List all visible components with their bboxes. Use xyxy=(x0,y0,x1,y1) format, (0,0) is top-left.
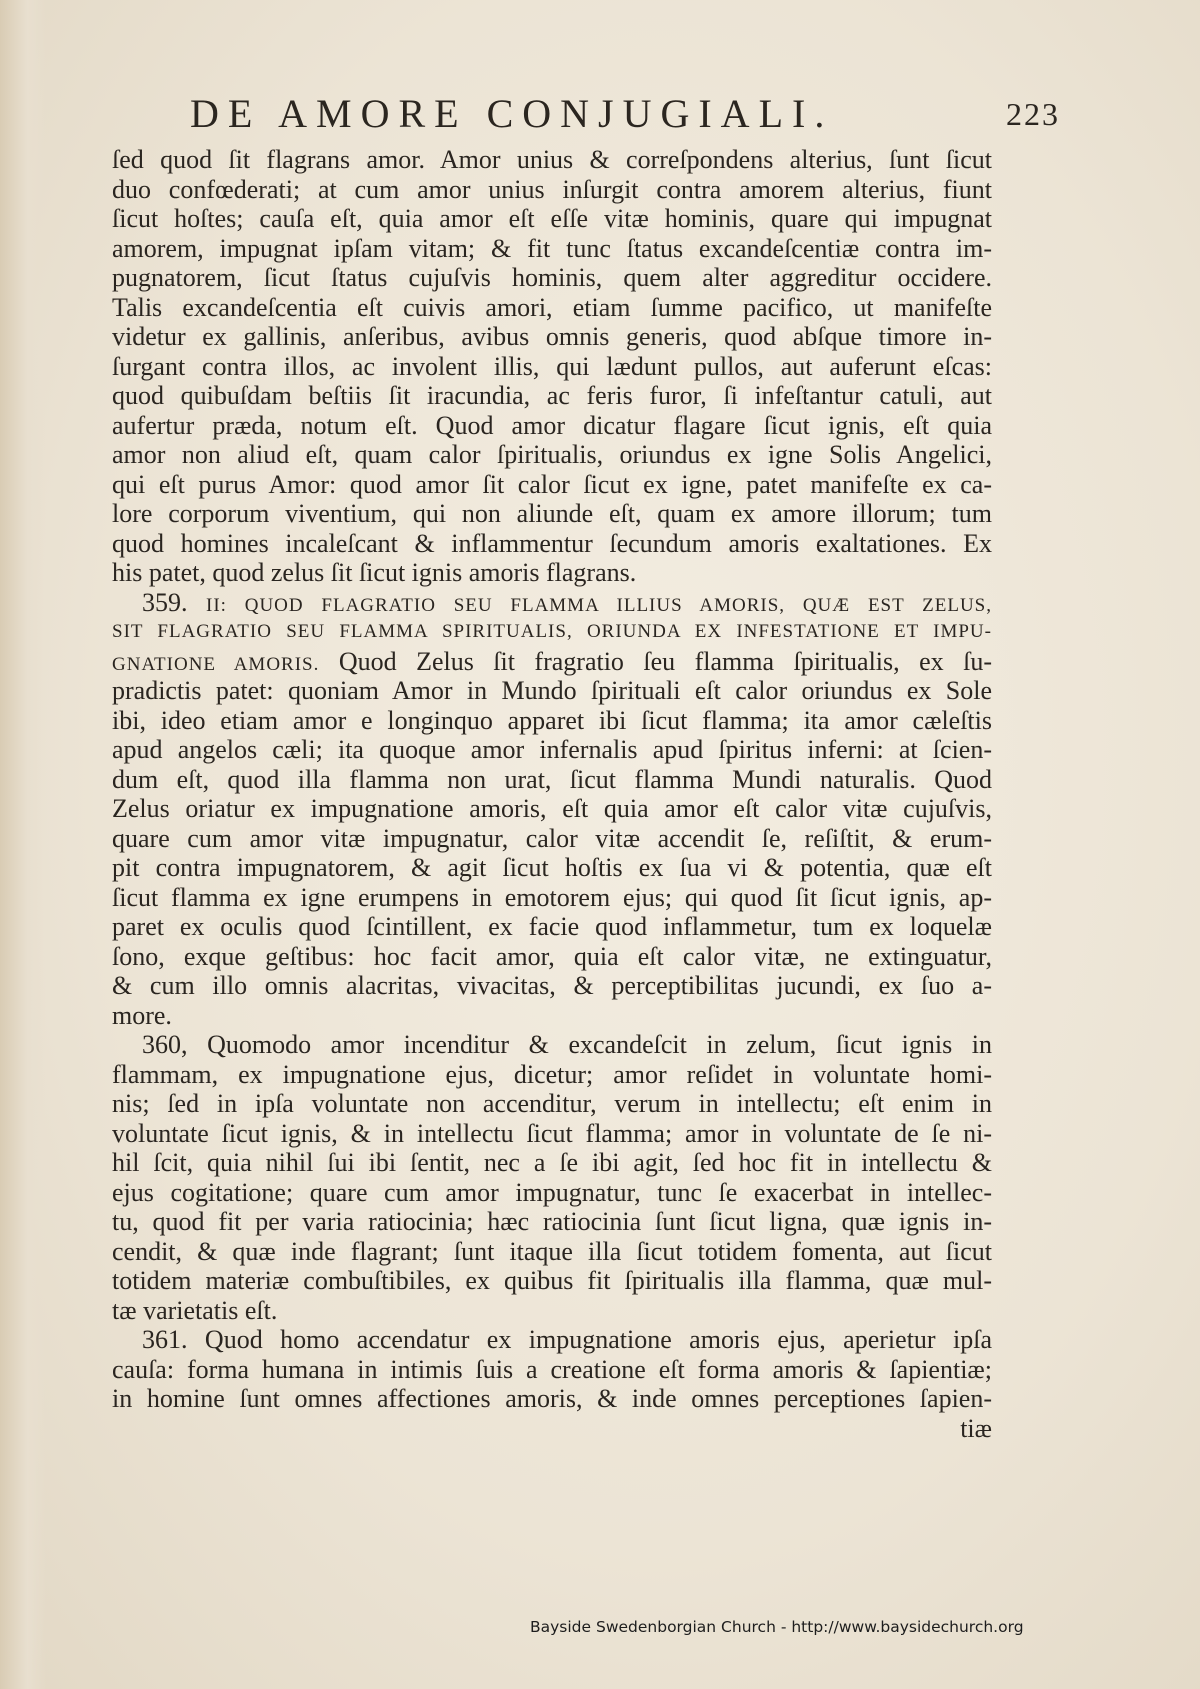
text-line: ſurgant contra illos, ac involent illis, qui lædunt pullos, aut auferunt eſcas: xyxy=(112,351,992,381)
text-line: nis; ſed in ipſa voluntate non accenditur, verum in intellectu; eſt enim in xyxy=(112,1089,992,1118)
text-line: in homine ſunt omnes affectiones amoris, & inde omnes perceptiones ſapien- xyxy=(112,1384,992,1413)
text-line: amor non aliud eſt, quam calor ſpiritualis, oriundus ex igne Solis Angelici, xyxy=(112,440,992,469)
page-gutter-shadow xyxy=(0,0,46,1689)
text-line: & cum illo omnis alacritas, vivacitas, & perceptibilitas jucundi, ex ſuo a- xyxy=(112,971,992,1000)
text-line: ibi, ideo etiam amor e longinquo apparet ibi ſicut flamma; ita amor cæleſtis xyxy=(112,705,992,735)
text-line: ſono, exque geſtibus: hoc facit amor, quia eſt calor vitæ, ne extinguatur, xyxy=(112,941,992,971)
page-body-text xyxy=(112,145,992,1443)
page-header xyxy=(190,90,1060,136)
text-line: quare cum amor vitæ impugnatur, calor vitæ accendit ſe, reſiſtit, & erum- xyxy=(112,823,992,853)
text-line: ſed quod ſit flagrans amor. Amor unius & correſpondens alterius, ſunt ſicut xyxy=(112,145,992,174)
text-line: aufertur præda, notum eſt. Quod amor dicatur flagare ſicut ignis, eſt quia xyxy=(112,410,992,440)
text-line: pugnatorem, ſicut ſtatus cujuſvis hominis, quem alter aggreditur occidere. xyxy=(112,263,992,292)
section-heading-caps: GNATIONE AMORIS. xyxy=(112,653,320,675)
text-line: flammam, ex impugnatione ejus, dicetur; amor reſidet in voluntate homi- xyxy=(112,1059,992,1089)
section-359-heading-line: SIT FLAGRATIO SEU FLAMMA SPIRITUALIS, ORIUNDA EX INFESTATIONE ET IMPU- xyxy=(112,621,992,642)
text-line: cendit, & quæ inde flagrant; ſunt itaque illa ſicut totidem fomenta, aut ſicut xyxy=(112,1236,992,1266)
text-line: cauſa: forma humana in intimis ſuis a creatione eſt forma amoris & ſapientiæ; xyxy=(112,1354,992,1384)
text-line: ſicut hoſtes; cauſa eſt, quia amor eſt eſſe vitæ hominis, quare qui impugnat xyxy=(112,204,992,233)
text-line: his patet, quod zelus ſit ſicut ignis amoris flagrans. xyxy=(112,558,637,587)
text-line: duo confœderati; at cum amor unius inſurgit contra amorem alterius, fiunt xyxy=(112,174,992,204)
text-line: ſicut flamma ex igne erumpens in emotorem ejus; qui quod ſit ſicut ignis, ap- xyxy=(112,882,992,912)
text-line: more. xyxy=(112,1000,172,1030)
text-line: Zelus oriatur ex impugnatione amoris, eſt quia amor eſt calor vitæ cujuſvis, xyxy=(112,794,992,823)
text-line: paret ex oculis quod ſcintillent, ex facie quod inflammetur, tum ex loquelæ xyxy=(112,912,992,941)
catchword: tiæ xyxy=(960,1413,992,1443)
text-line: quod quibuſdam beſtiis ſit iracundia, ac feris furor, ſi infeſtantur catuli, aut xyxy=(112,381,992,410)
text-line: tæ varietatis eſt. xyxy=(112,1295,278,1325)
text-line: quod homines incaleſcant & inflammentur ſecundum amoris exaltationes. Ex xyxy=(112,528,992,558)
text-line: pit contra impugnatorem, & agit ſicut hoſtis ex ſua vi & potentia, quæ eſt xyxy=(112,853,992,882)
section-heading-text: Quod Zelus ſit fragratio ſeu flamma ſpiritualis, ex ſu- xyxy=(338,646,992,676)
text-line: totidem materiæ combuſtibiles, ex quibus fit ſpiritualis illa flamma, quæ mul- xyxy=(112,1266,992,1295)
text-line: lore corporum viventium, qui non aliunde eſt, quam ex amore illorum; tum xyxy=(112,499,992,528)
section-number: 359. xyxy=(142,587,188,617)
text-line: ejus cogitatione; quare cum amor impugnatur, tunc ſe exacerbat in intellec- xyxy=(112,1177,992,1207)
page-number: 223 xyxy=(1006,96,1060,132)
text-line: videtur ex gallinis, anſeribus, avibus omnis generis, quod abſque timore in- xyxy=(112,322,992,351)
section-361-first-line: 361. Quod homo accendatur ex impugnatione amoris ejus, aperietur ipſa xyxy=(142,1325,992,1354)
section-359-heading-line xyxy=(112,647,992,677)
text-line: Talis excandeſcentia eſt cuivis amori, etiam ſumme pacifico, ut manifeſte xyxy=(112,292,992,322)
text-line: dum eſt, quod illa flamma non urat, ſicut flamma Mundi naturalis. Quod xyxy=(112,764,992,794)
section-360-first-line: 360, Quomodo amor incenditur & excandeſcit in zelum, ſicut ignis in xyxy=(142,1030,992,1059)
text-line: tu, quod fit per varia ratiocinia; hæc ratiocinia ſunt ſicut ligna, quæ ignis in- xyxy=(112,1207,992,1236)
text-line: pradictis patet: quoniam Amor in Mundo ſpirituali eſt calor oriundus ex Sole xyxy=(112,676,992,705)
text-line: apud angelos cæli; ita quoque amor infernalis apud ſpiritus inferni: at ſcien- xyxy=(112,735,992,764)
section-359-heading-line xyxy=(112,588,992,618)
footer-credit: Bayside Swedenborgian Church - http://www.baysidechurch.org xyxy=(530,1618,1024,1636)
text-line: amorem, impugnat ipſam vitam; & fit tunc ſtatus excandeſcentiæ contra im- xyxy=(112,233,992,263)
running-title: DE AMORE CONJUGIALI. xyxy=(190,91,834,136)
text-line: hil ſcit, quia nihil ſui ibi ſentit, nec a ſe ibi agit, ſed hoc fit in intellectu & xyxy=(112,1148,992,1177)
text-line: qui eſt purus Amor: quod amor ſit calor ſicut ex igne, patet manifeſte ex ca- xyxy=(112,469,992,499)
text-line: voluntate ſicut ignis, & in intellectu ſicut flamma; amor in voluntate de ſe ni- xyxy=(112,1118,992,1148)
section-heading-caps: II: QUOD FLAGRATIO SEU FLAMMA ILLIUS AMORIS, QUÆ EST ZELUS, xyxy=(206,594,992,616)
